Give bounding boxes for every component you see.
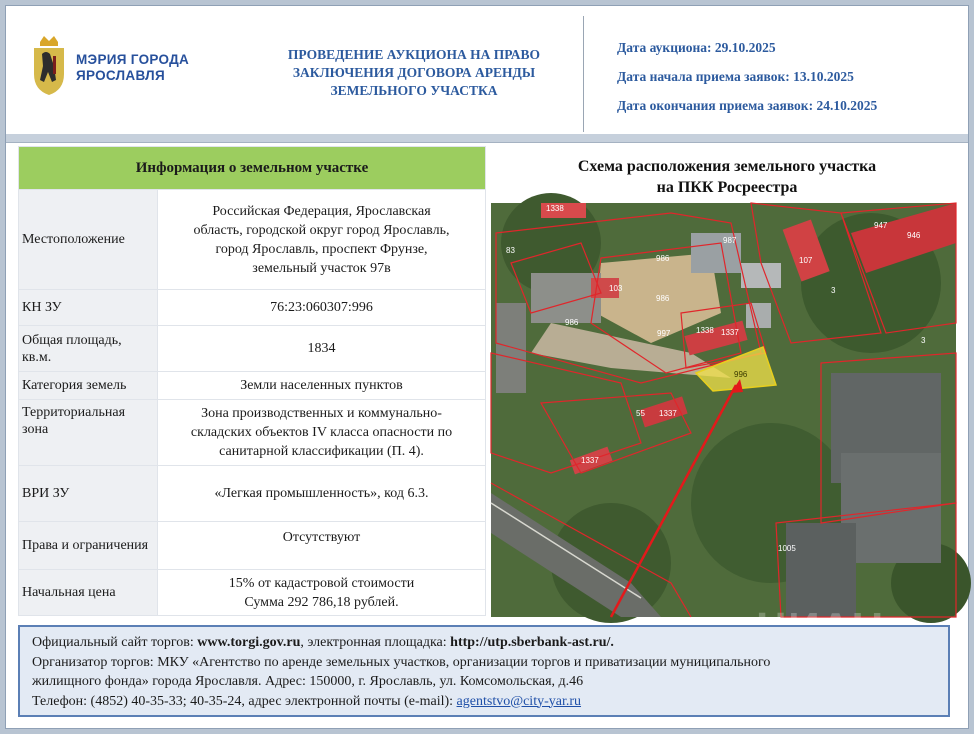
map-title bbox=[496, 156, 958, 198]
table-row bbox=[19, 372, 486, 400]
map-label: 3 bbox=[921, 336, 926, 345]
map-label: 987 bbox=[723, 236, 737, 245]
row-value-category: Земли населенных пунктов bbox=[158, 372, 486, 400]
value-line: область, городской округ город Ярославль, bbox=[193, 222, 450, 238]
map-label: 1337 bbox=[581, 456, 599, 465]
sberbank-platform-link[interactable]: http://utp.sberbank-ast.ru/. bbox=[450, 635, 614, 650]
row-label-permitted-use: ВРИ ЗУ bbox=[19, 466, 158, 522]
row-value-permitted-use: «Легкая промышленность», код 6.3. bbox=[158, 466, 486, 522]
map-label: 1337 bbox=[659, 409, 677, 418]
info-heading: Информация о земельном участке bbox=[19, 147, 486, 190]
table-row bbox=[19, 400, 486, 466]
row-value-cadastral: 76:23:060307:996 bbox=[158, 290, 486, 326]
value-line: складских объектов IV класса опасности по bbox=[190, 425, 453, 440]
value-line: земельный участок 97в bbox=[252, 260, 391, 276]
coat-of-arms-icon bbox=[32, 36, 66, 96]
footer-platform-label: , электронная площадка: bbox=[300, 635, 451, 650]
row-label-rights: Права и ограничения bbox=[19, 522, 158, 570]
city-logo bbox=[32, 36, 222, 98]
map-title-line2: на ПКК Росреестра bbox=[656, 179, 798, 196]
torgi-site-link[interactable]: www.torgi.gov.ru bbox=[197, 635, 301, 650]
row-label-location: Местоположение bbox=[19, 190, 158, 290]
auction-dates bbox=[617, 40, 957, 127]
header bbox=[6, 6, 968, 136]
row-value-location bbox=[158, 190, 486, 290]
org-name bbox=[76, 52, 226, 84]
notice-title bbox=[254, 46, 574, 100]
map-label: 1005 bbox=[778, 544, 796, 553]
org-name-line1: МЭРИЯ ГОРОДА bbox=[76, 52, 190, 67]
row-label-price: Начальная цена bbox=[19, 570, 158, 616]
value-line: Зона производственных и коммунально- bbox=[201, 406, 442, 421]
row-value-price bbox=[158, 570, 486, 616]
email-link[interactable]: agentstvo@city-yar.ru bbox=[456, 693, 582, 709]
footer-line1 bbox=[32, 633, 948, 653]
row-label-cadastral: КН ЗУ bbox=[19, 290, 158, 326]
value-line: санитарной классификации (П. 4). bbox=[219, 444, 424, 459]
map-label: 103 bbox=[609, 284, 623, 293]
value-line: город Ярославль, проспект Фрунзе, bbox=[215, 241, 428, 257]
footer-line3: жилищного фонда» города Ярославля. Адрес: 150000, г. Ярославль, ул. Комсомольская, д.46 bbox=[32, 674, 584, 689]
footer-phone: Телефон: (4852) 40-35-33; 40-35-24, адрес электронной почты (e-mail): bbox=[32, 693, 457, 709]
plot-info-table bbox=[18, 146, 486, 616]
map-label: 986 bbox=[656, 254, 670, 263]
table-row bbox=[19, 570, 486, 616]
table-row bbox=[19, 522, 486, 570]
map-image bbox=[491, 203, 956, 617]
title-line3: ЗЕМЕЛЬНОГО УЧАСТКА bbox=[330, 83, 498, 98]
row-value-area: 1834 bbox=[158, 326, 486, 372]
row-label-area: Общая площадь, кв.м. bbox=[19, 326, 158, 372]
table-row bbox=[19, 290, 486, 326]
header-divider bbox=[583, 16, 584, 132]
row-value-zone bbox=[158, 400, 486, 466]
target-plot-label: 996 bbox=[734, 370, 748, 379]
footer-contacts bbox=[18, 625, 950, 717]
map-label: 997 bbox=[657, 329, 671, 338]
value-line: Сумма 292 786,18 рублей. bbox=[244, 594, 399, 610]
map-label: 1338 bbox=[696, 326, 714, 335]
table-row bbox=[19, 466, 486, 522]
row-label-category: Категория земель bbox=[19, 372, 158, 400]
row-label-zone: Территориальная зона bbox=[19, 400, 158, 466]
value-line: 15% от кадастровой стоимости bbox=[228, 575, 415, 591]
footer-line2: Организатор торгов: МКУ «Агентство по аренде земельных участков, организации торгов и приватизации муниципального bbox=[32, 654, 771, 670]
cadastral-map bbox=[491, 203, 956, 617]
info-table-header bbox=[19, 147, 486, 190]
org-name-line2: ЯРОСЛАВЛЯ bbox=[76, 68, 165, 83]
title-line2: ЗАКЛЮЧЕНИЯ ДОГОВОРА АРЕНДЫ bbox=[292, 65, 536, 80]
footer-site-label: Официальный сайт торгов: bbox=[32, 635, 198, 650]
map-label: 986 bbox=[656, 294, 670, 303]
page-frame bbox=[5, 5, 969, 729]
map-title-line1: Схема расположения земельного участка bbox=[577, 158, 877, 175]
map-label: 83 bbox=[506, 246, 515, 255]
map-label: 107 bbox=[799, 256, 813, 265]
table-row bbox=[19, 190, 486, 290]
date-applications-start: Дата начала приема заявок: 13.10.2025 bbox=[617, 69, 854, 84]
value-line: Российская Федерация, Ярославская bbox=[212, 203, 431, 219]
map-label: 946 bbox=[907, 231, 921, 240]
table-row bbox=[19, 326, 486, 372]
date-auction: Дата аукциона: 29.10.2025 bbox=[617, 40, 776, 55]
row-value-rights: Отсутствуют bbox=[158, 522, 486, 570]
map-label: 3 bbox=[831, 286, 836, 295]
date-applications-end: Дата окончания приема заявок: 24.10.2025 bbox=[617, 98, 878, 113]
header-band bbox=[6, 134, 968, 143]
footer-line4 bbox=[32, 692, 948, 712]
map-label: 1337 bbox=[721, 328, 739, 337]
map-label: 986 bbox=[565, 318, 579, 327]
map-label: 947 bbox=[874, 221, 888, 230]
map-label: 55 bbox=[636, 409, 645, 418]
map-label: 1338 bbox=[546, 204, 564, 213]
title-line1: ПРОВЕДЕНИЕ АУКЦИОНА НА ПРАВО bbox=[287, 47, 541, 62]
